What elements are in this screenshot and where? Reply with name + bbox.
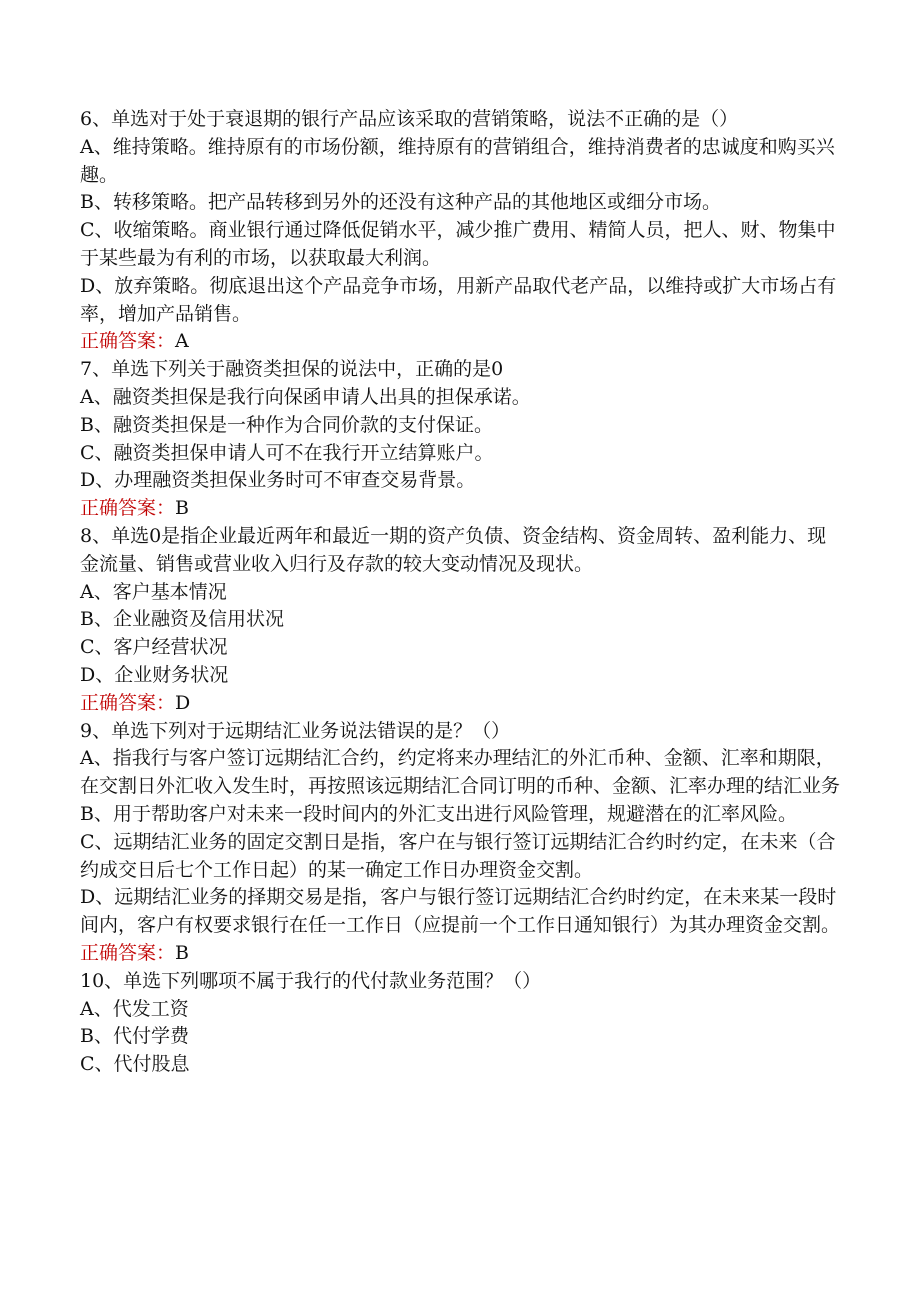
option-d: D、远期结汇业务的择期交易是指，客户与银行签订远期结汇合约时约定，在未来某一段时间内，客户有权要求银行在任一工作日（应提前一个工作日通知银行）为其办理资金交割。 [80, 886, 841, 937]
option-c: C、融资类担保申请人可不在我行开立结算账户。 [80, 441, 494, 464]
answer-value: B [175, 941, 189, 964]
option-a: A、融资类担保是我行向保函申请人出具的担保承诺。 [80, 385, 531, 408]
answer-value: B [175, 497, 189, 520]
document-body [80, 106, 840, 1079]
question-8 [80, 523, 840, 718]
correct-answer [80, 495, 840, 523]
question-10 [80, 968, 840, 1079]
question-7 [80, 356, 840, 523]
option-b: B、用于帮助客户对未来一段时间内的外汇支出进行风险管理，规避潜在的汇率风险。 [80, 802, 797, 825]
option-b: B、融资类担保是一种作为合同价款的支付保证。 [80, 413, 493, 436]
option-c: C、客户经营状况 [80, 636, 228, 659]
option-d: D、办理融资类担保业务时可不审查交易背景。 [80, 469, 476, 492]
option-c: C、收缩策略。商业银行通过降低促销水平，减少推广费用、精简人员，把人、财、物集中于某些最为有利的市场，以获取最大利润。 [80, 219, 836, 269]
answer-label: 正确答案： [80, 330, 176, 353]
correct-answer [80, 328, 840, 356]
correct-answer [80, 940, 840, 968]
option-b: B、转移策略。把产品转移到另外的还没有这种产品的其他地区或细分市场。 [80, 191, 721, 214]
option-a: A、维持策略。维持原有的市场份额，维持原有的营销组合，维持消费者的忠诚度和购买兴趣。 [80, 135, 835, 186]
question-stem: 6、单选对于处于衰退期的银行产品应该采取的营销策略，说法不正确的是（） [80, 108, 739, 130]
option-b: B、代付学费 [80, 1025, 189, 1048]
option-a: A、客户基本情况 [80, 580, 227, 603]
answer-label: 正确答案： [80, 941, 176, 964]
answer-value: A [175, 330, 189, 353]
question-stem: 9、单选下列对于远期结汇业务说法错误的是？（） [80, 719, 511, 742]
question-9 [80, 718, 840, 968]
question-stem: 7、单选下列关于融资类担保的说法中，正确的是0 [80, 358, 504, 381]
question-6 [80, 106, 840, 356]
option-c: C、远期结汇业务的固定交割日是指，客户在与银行签订远期结汇合约时约定，在未来（合约成交日后七个工作日起）的某一确定工作日办理资金交割。 [80, 830, 836, 881]
option-a: A、指我行与客户签订远期结汇合约，约定将来办理结汇的外汇币种、金额、汇率和期限，在交割日外汇收入发生时，再按照该远期结汇合同订明的币种、金额、汇率办理的结汇业务 [80, 747, 841, 798]
answer-label: 正确答案： [80, 497, 176, 520]
option-d: D、放弃策略。彻底退出这个产品竞争市场，用新产品取代老产品，以维持或扩大市场占有率，增加产品销售。 [80, 274, 837, 325]
answer-label: 正确答案： [80, 691, 176, 714]
option-c: C、代付股息 [80, 1053, 190, 1076]
option-a: A、代发工资 [80, 997, 189, 1020]
question-stem: 8、单选0是指企业最近两年和最近一期的资产负债、资金结构、资金周转、盈利能力、现金流量、销售或营业收入归行及存款的较大变动情况及现状。 [80, 524, 827, 575]
correct-answer [80, 690, 840, 718]
option-b: B、企业融资及信用状况 [80, 608, 284, 631]
question-stem: 10、单选下列哪项不属于我行的代付款业务范围？（） [80, 969, 542, 992]
option-d: D、企业财务状况 [80, 663, 229, 686]
answer-value: D [175, 691, 191, 714]
